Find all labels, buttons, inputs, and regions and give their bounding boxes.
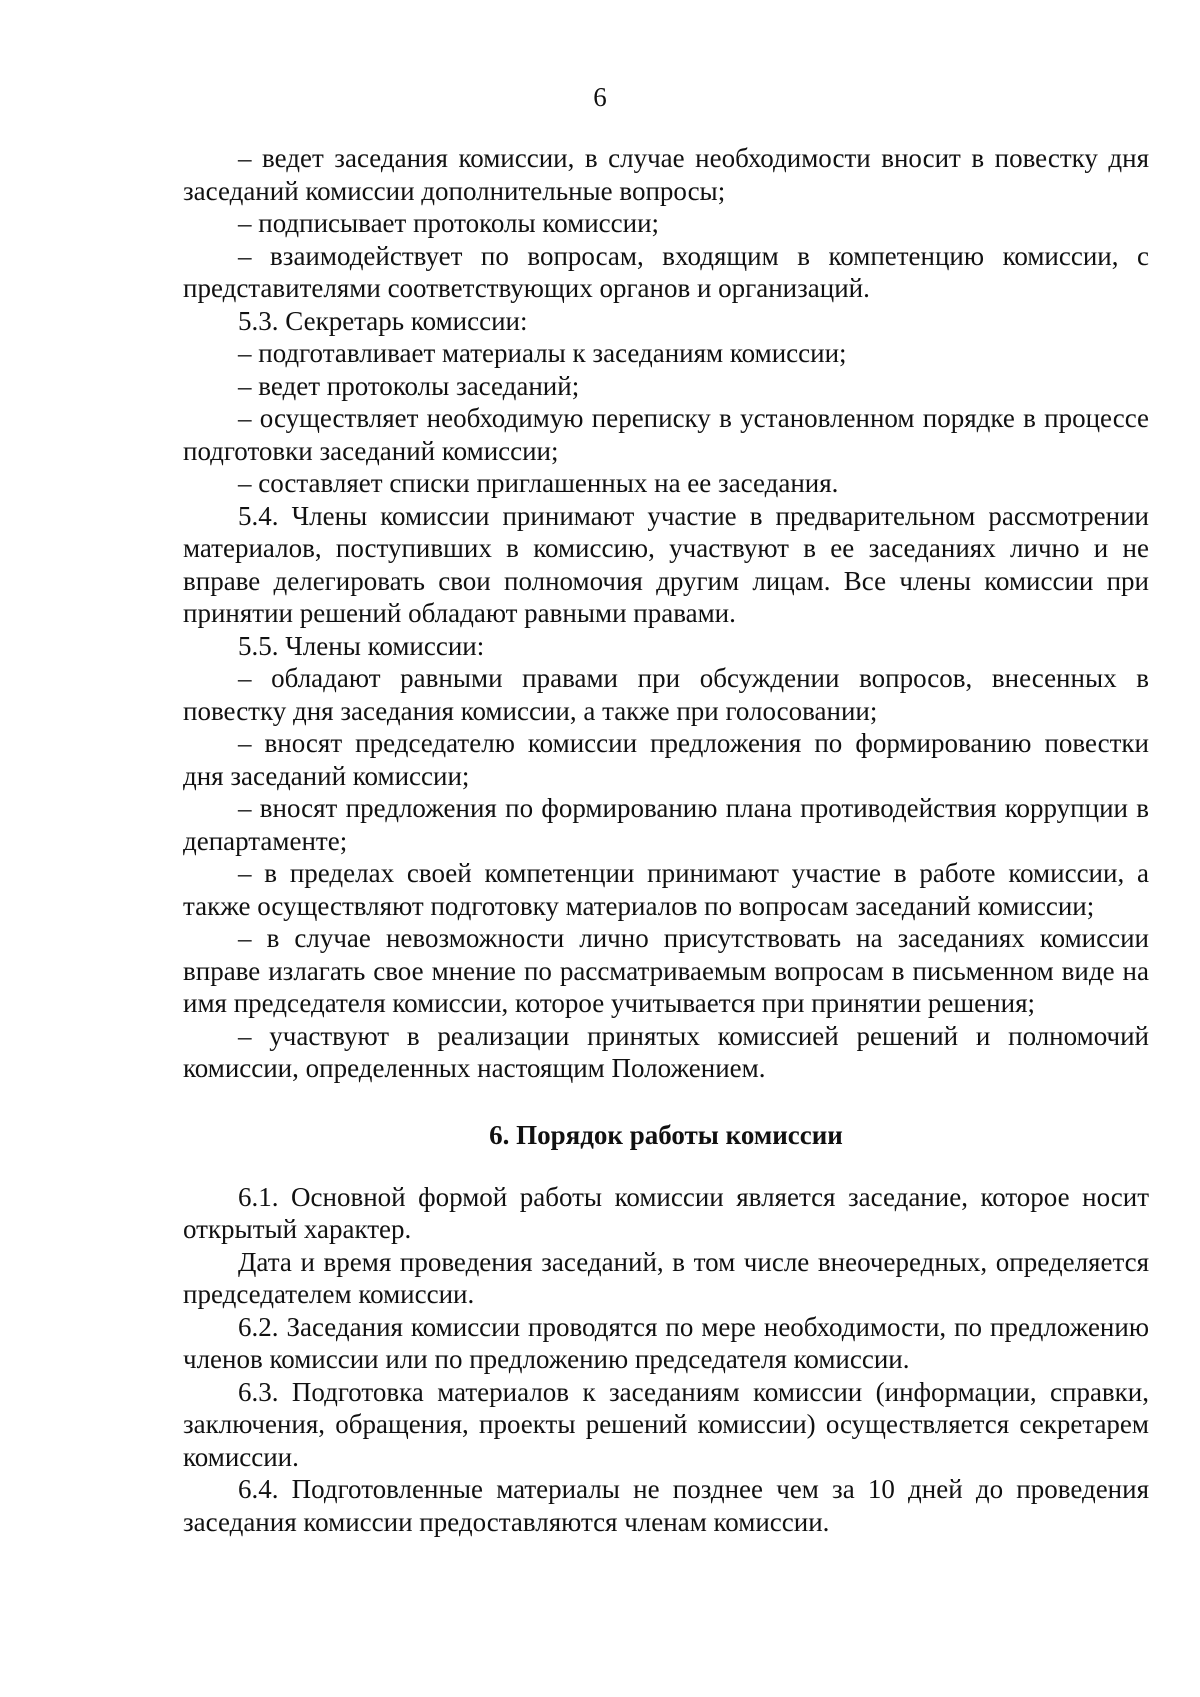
section-heading: 6. Порядок работы комиссии bbox=[489, 1119, 843, 1150]
document-body bbox=[183, 142, 1149, 1538]
paragraph: – ведет заседания комиссии, в случае необходимости вносит в повестку дня заседаний комиссии дополнительные вопросы; bbox=[183, 143, 1149, 206]
paragraph: 6.2. Заседания комиссии проводятся по мере необходимости, по предложению членов комиссии или по предложению председателя комиссии. bbox=[183, 1311, 1149, 1374]
paragraph: – вносят председателю комиссии предложения по формированию повестки дня заседаний комиссии; bbox=[183, 728, 1149, 791]
paragraph: – ведет протоколы заседаний; bbox=[238, 370, 580, 401]
paragraph: – осуществляет необходимую переписку в установленном порядке в процессе подготовки заседаний комиссии; bbox=[183, 403, 1149, 466]
paragraph: Дата и время проведения заседаний, в том числе внеочередных, определяется председателем комиссии. bbox=[183, 1246, 1149, 1309]
paragraph: 6.4. Подготовленные материалы не позднее чем за 10 дней до проведения заседания комиссии предоставляются членам комиссии. bbox=[183, 1474, 1149, 1537]
paragraph: – участвуют в реализации принятых комиссией решений и полномочий комиссии, определенных настоящим Положением. bbox=[183, 1020, 1149, 1083]
paragraph: 5.5. Члены комиссии: bbox=[238, 630, 485, 661]
paragraph: – подготавливает материалы к заседаниям комиссии; bbox=[238, 338, 847, 368]
paragraph: – подписывает протоколы комиссии; bbox=[238, 208, 660, 238]
paragraph: – в случае невозможности лично присутствовать на заседаниях комиссии вправе излагать свое мнение по рассматриваемым вопросам в письменном виде на имя председателя комиссии, которое учитывается при принятии решения; bbox=[183, 923, 1149, 1018]
paragraph: 5.4. Члены комиссии принимают участие в предварительном рассмотрении материалов, поступивших в комиссию, участвуют в ее заседаниях лично и не вправе делегировать свои полномочия другим лицам. Все члены комиссии при принятии решений обладают равными правами. bbox=[183, 500, 1149, 628]
paragraph: – вносят предложения по формированию плана противодействия коррупции в департаменте; bbox=[183, 793, 1149, 856]
page-number: 6 bbox=[593, 82, 607, 112]
paragraph: – в пределах своей компетенции принимают участие в работе комиссии, а также осуществляют подготовку материалов по вопросам заседаний комиссии; bbox=[183, 858, 1149, 921]
paragraph: 6.1. Основной формой работы комиссии является заседание, которое носит открытый характер. bbox=[183, 1181, 1149, 1244]
paragraph: 5.3. Секретарь комиссии: bbox=[238, 305, 528, 336]
paragraph: – взаимодействует по вопросам, входящим в компетенцию комиссии, с представителями соответствующих органов и организаций. bbox=[183, 240, 1149, 303]
paragraph: 6.3. Подготовка материалов к заседаниям комиссии (информации, справки, заключения, обращения, проекты решений комиссии) осуществляется секретарем комиссии. bbox=[183, 1376, 1149, 1472]
paragraph: – обладают равными правами при обсуждении вопросов, внесенных в повестку дня заседания комиссии, а также при голосовании; bbox=[183, 663, 1149, 726]
paragraph: – составляет списки приглашенных на ее заседания. bbox=[238, 468, 839, 498]
